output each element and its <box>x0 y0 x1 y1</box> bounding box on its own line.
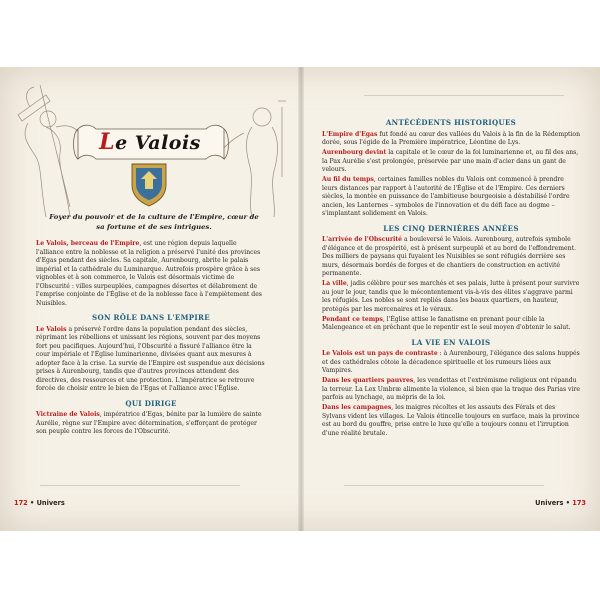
intro-body: , est une région depuis laquelle l'alliance entre la noblesse et la religion a préservé l'unité des provinces d'Egas pendant des siècles. Sa capitale, Aurenbourg, abrite le palais impérial et la cathédrale du Luminarque. Autrefois prospère grâce à ses vignobles et à son commerce, le Valois est désormais victime de l'Obscurité : villes surpeuplées, campagnes désertes et délabrement de l'emprise conjointe de l'Église et de la noblesse face à l'empiètement des Nuisibles. <box>36 240 262 307</box>
role-lead: Le Valois <box>36 325 67 333</box>
section-heading-history: ANTÉCÉDENTS HISTORIQUES <box>385 118 517 127</box>
life-paragraph-2 <box>322 377 580 403</box>
decorative-rule <box>40 485 240 486</box>
knight-right-illustration <box>218 101 286 217</box>
folio-separator-right: • <box>563 499 573 507</box>
tagline: Foyer du pouvoir et de la culture de l'Empire, cœur de sa fortune et de ses intrigues. <box>49 213 259 231</box>
life-lead-3: Dans les campagnes <box>322 404 392 411</box>
rulers-body: , impératrice d'Egas, bénite par la lumière de sainte Aurélie, règne sur l'Empire avec détermination, s'efforçant de protéger son peuple contre les forces de l'Obscurité. <box>36 411 262 435</box>
history-lead-2: Aurenbourg devint <box>322 149 387 156</box>
intro-paragraph <box>36 240 266 308</box>
folio-label-left: Univers <box>36 499 65 507</box>
right-page <box>304 67 600 531</box>
five-years-body-3: , l'Église attise le fanatisme en prenant pour cible la Malengeance et en prêchant que le repentir est le seul moyen d'obtenir le salut. <box>322 315 571 331</box>
title-initial: L <box>99 129 116 155</box>
five-years-body-1: a bouleversé le Valois. Aurenbourg, autrefois symbole d'élégance et de prospérité, est à présent surpeuplé et au bord de l'effondrement. Des milliers de paysans qui fuyaient les Nuisibles se sont réfugiés derrière ses murs, désormais bordés de forges et de chantiers de construction en activité permanente. <box>322 236 576 277</box>
section-heading-role: SON RÔLE DANS L'EMPIRE <box>92 313 210 322</box>
five-years-body-2: , jadis célèbre pour ses marchés et ses palais, lutte à présent pour survivre au jour le jour, tandis que le mécontentement vis-à-vis des élites s'aggrave parmi les réfugiés. Les nobles se sont repliés dans les beaux quartiers, en hauteur, protégés par les mercenaires et le véraux. <box>322 280 580 313</box>
five-years-paragraph-2 <box>322 280 580 314</box>
left-page <box>0 67 298 531</box>
folio-left <box>14 499 65 507</box>
five-years-lead-3: Pendant ce temps <box>322 315 383 323</box>
folio-separator: • <box>27 499 37 507</box>
rulers-lead: Victraine de Valois <box>36 411 100 418</box>
life-paragraph-3 <box>322 404 580 438</box>
rulers-paragraph <box>36 411 266 437</box>
history-paragraph-3 <box>322 176 580 219</box>
page-number-left: 172 <box>14 499 28 507</box>
history-lead-3: Au fil du temps <box>322 176 374 183</box>
role-paragraph <box>36 326 266 394</box>
chapter-title <box>90 125 210 159</box>
history-paragraph-1 <box>322 131 580 148</box>
five-years-paragraph-1 <box>322 236 580 279</box>
life-paragraph-1 <box>322 350 580 376</box>
section-heading-rulers: QUI DIRIGE <box>125 398 177 408</box>
role-body: a préservé l'ordre dans la population pendant des siècles, réprimant les rébellions et unissant les régions, souvent par des moyens fort peu pacifiques. Aujourd'hui, l'Obscurité a fissuré l'alliance être la cour impériale et l'Église luminarienne, divisées quant aux mesures à adopter face à la crise. La survie de l'Empire est suspendue aux décisions prises à Aurenbourg, tandis que d'autres provinces attendent des directives, des ressources et une protection. L'impératrice se retrouve forcée de choisir entre le bien de l'Egas et l'alliance avec l'Église. <box>36 325 265 392</box>
five-years-paragraph-3 <box>322 316 580 333</box>
life-lead-2: Dans les quartiers pauvres <box>322 377 414 384</box>
history-body-3: , certaines familles nobles du Valois ont commencé à prendre leurs distances par rapport à l'autorité de l'Église et de l'Empire. Ces derniers siècles, la montée en puissance de l'ambitieuse bourgeoisie a déstabilisé l'ordre ancien, les Lanternes – symboles de l'innovation et du défi face au dogme – s'implantant solidement en Valois. <box>322 176 570 217</box>
folio-label-right: Univers <box>535 499 564 507</box>
title-rest: e Valois <box>115 132 201 154</box>
life-body-1: : à Aurenbourg, l'élégance des salons huppés et des cathédrales côtoie la décadence spirituelle et les rumeurs liées aux Vampires. <box>322 350 580 374</box>
left-column <box>36 240 266 437</box>
decorative-rule-bottom <box>344 485 544 486</box>
crest-icon <box>132 164 166 206</box>
decorative-rule-top <box>364 95 564 96</box>
five-years-lead-2: La ville <box>322 280 347 287</box>
life-body-3: , les maigres récoltes et les assauts des Férals et des Sylvans vident les villages. Le Valois étincelle toujours en surface, mais la province est au bord du gouffre, prise entre le luxe qu'elle a toujours connu et l'irruption d'une réalité brutale. <box>322 404 580 437</box>
five-years-lead-1: L'arrivée de l'Obscurité <box>322 236 403 243</box>
book-spread <box>0 67 600 531</box>
right-column <box>322 119 580 438</box>
intro-lead: Le Valois, berceau de l'Empire <box>36 240 140 247</box>
history-body-1: fut fondé au cœur des vallées du Valois à la fin de la Rédemption dorée, sous l'égide de la Première impératrice, Léontine de Lys. <box>322 130 580 146</box>
life-lead-1: Le Valois est un pays de contraste <box>322 350 438 357</box>
life-body-2: , les vendettas et l'extrémisme religieux ont répandu la terreur. La Lex Umbræ alimente la violence, si bien que la traque des Parias vire parfois au lynchage, au mépris de la loi. <box>322 377 580 401</box>
page-number-right: 173 <box>572 499 586 507</box>
angel-left-illustration <box>18 85 82 217</box>
history-paragraph-2 <box>322 149 580 175</box>
history-body-2: la capitale et le cœur de la foi luminarienne et, au fil des ans, la Pax Aurélie s'est prolongée, préservée par une main d'acier dans un gant de velours. <box>322 149 579 173</box>
folio-right <box>535 499 586 507</box>
history-lead-1: L'Empire d'Egas <box>322 130 378 138</box>
section-heading-five-years: LES CINQ DERNIÈRES ANNÉES <box>383 223 519 233</box>
section-heading-life: LA VIE EN VALOIS <box>411 337 491 347</box>
